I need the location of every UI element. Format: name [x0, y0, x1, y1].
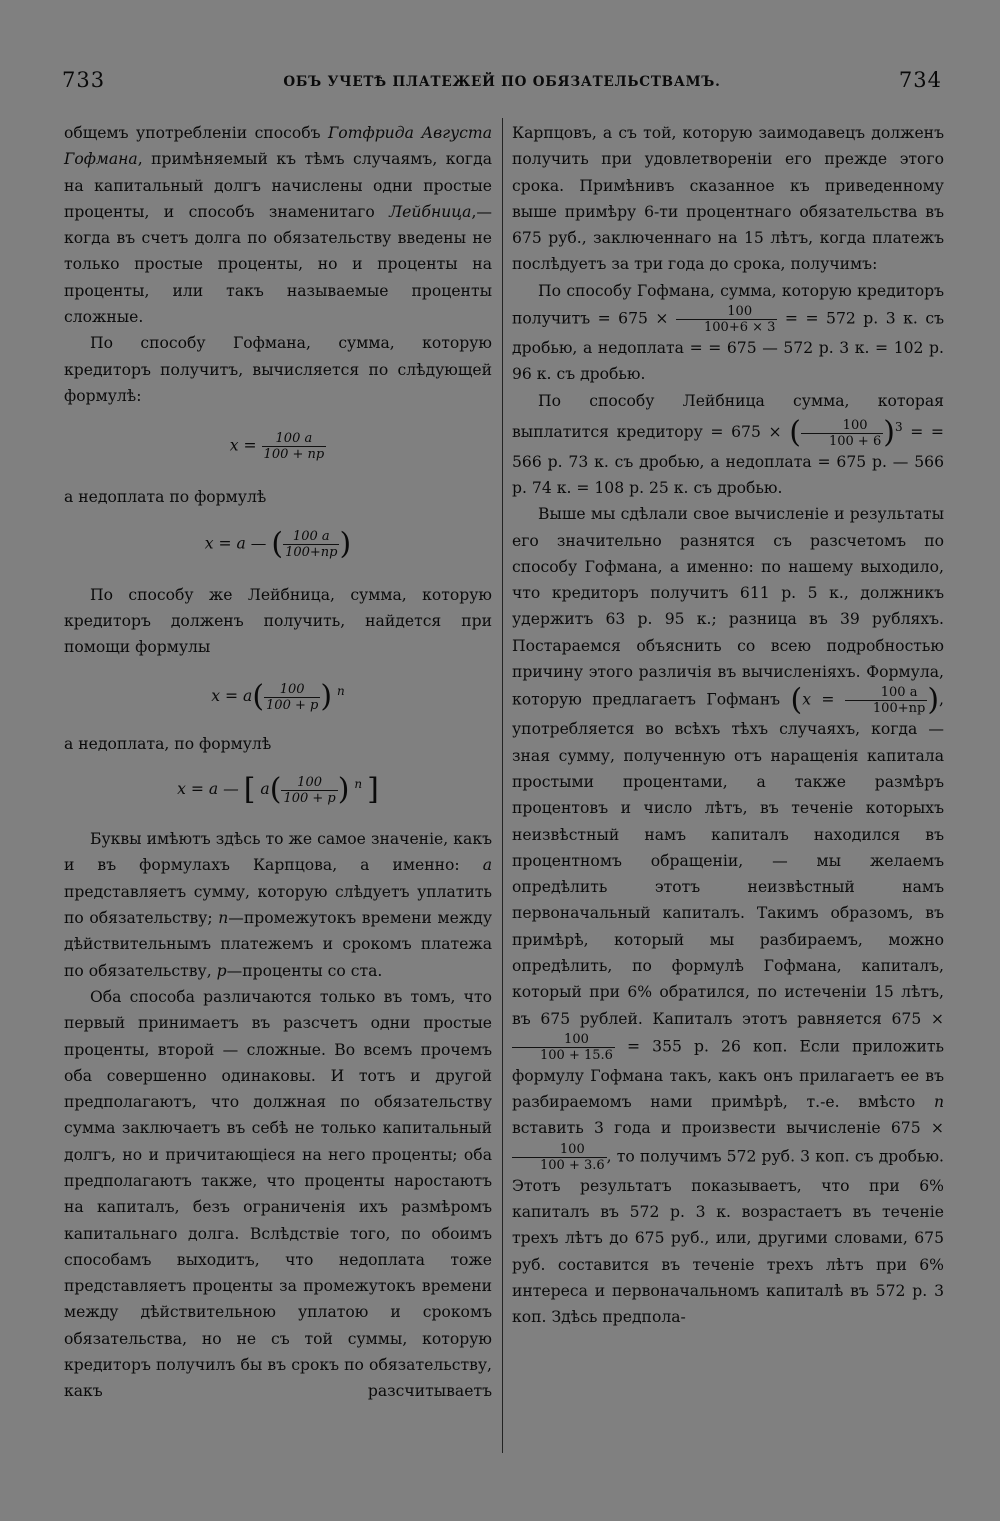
running-header: [62, 68, 942, 104]
paragraph: Оба способа различаются только въ томъ, что первый принимаетъ въ разсчетъ одни простые проценты, второй — сложные. Во всемъ прочемъ оба совершенно одинаковы. И тотъ и другой предполагаютъ, что должная по обязательству сумма заключаетъ въ себѣ не только капитальный долгъ, но и причитающіеся на него проценты; оба предполагаютъ также, что проценты наростаютъ на капиталъ, безъ ограниченія ихъ размѣромъ капитальнаго долга. Вслѣдствіе того, по обоимъ способамъ выходитъ, что недоплата тоже представляетъ проценты за промежутокъ времени между дѣйствительною уплатою и срокомъ обязательства, но не съ той суммы, которую кредиторъ получилъ бы въ срокъ по обязательству, какъ разсчитываетъ: [64, 987, 492, 1401]
paragraph: а недоплата по формулѣ: [64, 488, 267, 507]
paragraph: Выше мы сдѣлали свое вычисленіе и результаты его значительно разнятся съ разсчетомъ по способу Гофмана, а именно: по нашему выходило, что кредиторъ получитъ 611 р. 5 к., должникъ удержитъ 63 р. 95 к.; разница въ 39 рубляхъ. Постараемся объяснить со всею подробностью причину этого различія въ вычисленіяхъ. Формула, которую предлагаетъ Гофманъ (x = $\frac{100 a}{100+np}$ ), употребляется во всѣхъ тѣхъ случаяхъ, когда —зная сумму, полученную отъ наращенія капитала простыми процентами, а также размѣръ процентовъ и число лѣтъ, въ теченіе которыхъ неизвѣстный намъ капиталъ находился въ процентномъ обращеніи, — мы желаемъ опредѣлить этотъ неизвѣстный намъ первоначальный капиталъ. Такимъ образомъ, въ примѣрѣ, который мы разбираемъ, можно опредѣлить, по формулѣ Гофмана, капиталъ, который при 6% обратился, по истеченіи 15 лѣтъ, въ 675 рублей. Капиталъ этотъ равняется 675 × $\frac{100}{100 + 15.6}$ = 355 р. 26 коп. Если приложить формулу Гофмана такъ, какъ онъ прилагаетъ ее въ разбираемомъ нами примѣрѣ, т.-е. вмѣсто n вставить 3 года и произвести вычисленіе 675 × $\frac{100}{100 + 3.6}$ , то получимъ 572 руб. 3 коп. съ дробью. Этотъ результатъ показываетъ, что при 6% капиталъ въ 572 р. 3 к. возрастаетъ въ теченіе трехъ лѣтъ до 675 руб., или, другими словами, 675 руб. составится въ теченіе трехъ лѣтъ при 6% интереса и первоначальномъ капиталѣ въ 572 р. 3 коп. Здѣсь предпола-: [512, 505, 944, 1327]
paragraph: а недоплата, по формулѣ: [64, 735, 272, 754]
formula-hoffman-shortfall: x = a — ( $\frac{100 a}{100+np}$ ): [204, 525, 352, 561]
paragraph: По способу Гофмана, сумма, которую кредиторъ получитъ = 675 × $\frac{100}{100+6 \times 3}$ = = 572 р. 3 к. съ дробью, а недоплата = = 675 — 572 р. 3 к. = 102 р. 96 к. съ дробью.: [512, 281, 944, 384]
right-page-number: 734: [898, 68, 942, 92]
paragraph: По способу Гофмана, сумма, которую кредиторъ получитъ, вычисляется по слѣдующей формулѣ:: [64, 334, 492, 405]
paragraph: По способу же Лейбница, сумма, которую кредиторъ долженъ получить, найдется при помощи формулы: [64, 585, 492, 657]
formula-leibniz: x = a( $\frac{100}{100 + p}$ ) $^n$: [211, 679, 345, 715]
left-page-number: 733: [62, 68, 106, 92]
paragraph: общемъ употребленіи способъ Готфрида Августа Гофмана, примѣняемый къ тѣмъ случаямъ, когда на капитальный долгъ начислены одни простые проценты, и способъ знаменитаго Лейбница,—когда въ счетъ долга по обязательству введены не только простые проценты, но и проценты на проценты, или такъ называемые проценты сложные.: [64, 124, 492, 327]
paragraph: По способу Лейбница сумма, которая выплатится кредитору = 675 × ( $\frac{100}{100 + 6}$ )$^3$ = = 566 р. 73 к. съ дробью, а недоплата = 675 р. — 566 р. 74 к. = 108 р. 25 к. съ дробью.: [512, 391, 944, 497]
running-title: ОБЪ УЧЕТѢ ПЛАТЕЖЕЙ ПО ОБЯЗАТЕЛЬСТВАМЪ.: [283, 74, 721, 90]
paragraph: Буквы имѣютъ здѣсь то же самое значеніе, какъ и въ формулахъ Карпцова, а именно: a представляетъ сумму, которую слѣдуетъ уплатить по обязательству; n—промежутокъ времени между дѣйствительнымъ платежемъ и срокомъ платежа по обязательству, p—проценты со ста.: [64, 830, 492, 980]
formula-leibniz-shortfall: x = a — [ a( $\frac{100}{100 + p}$ ) $^n$ ]: [177, 772, 379, 808]
left-column: [64, 120, 492, 1405]
formula-hoffman: x = $\frac{100 a}{100 + np}$: [229, 431, 325, 463]
paragraph: Карпцовъ, а съ той, которую заимодавецъ долженъ получить при удовлетвореніи его прежде этого срока. Примѣнивъ сказанное къ приведенному выше примѣру 6-ти процентнаго обязательства въ 675 руб., заключеннаго на 15 лѣтъ, когда платежъ послѣдуетъ за три года до срока, получимъ:: [512, 124, 944, 274]
column-divider: [502, 118, 503, 1453]
right-column: [512, 120, 944, 1331]
